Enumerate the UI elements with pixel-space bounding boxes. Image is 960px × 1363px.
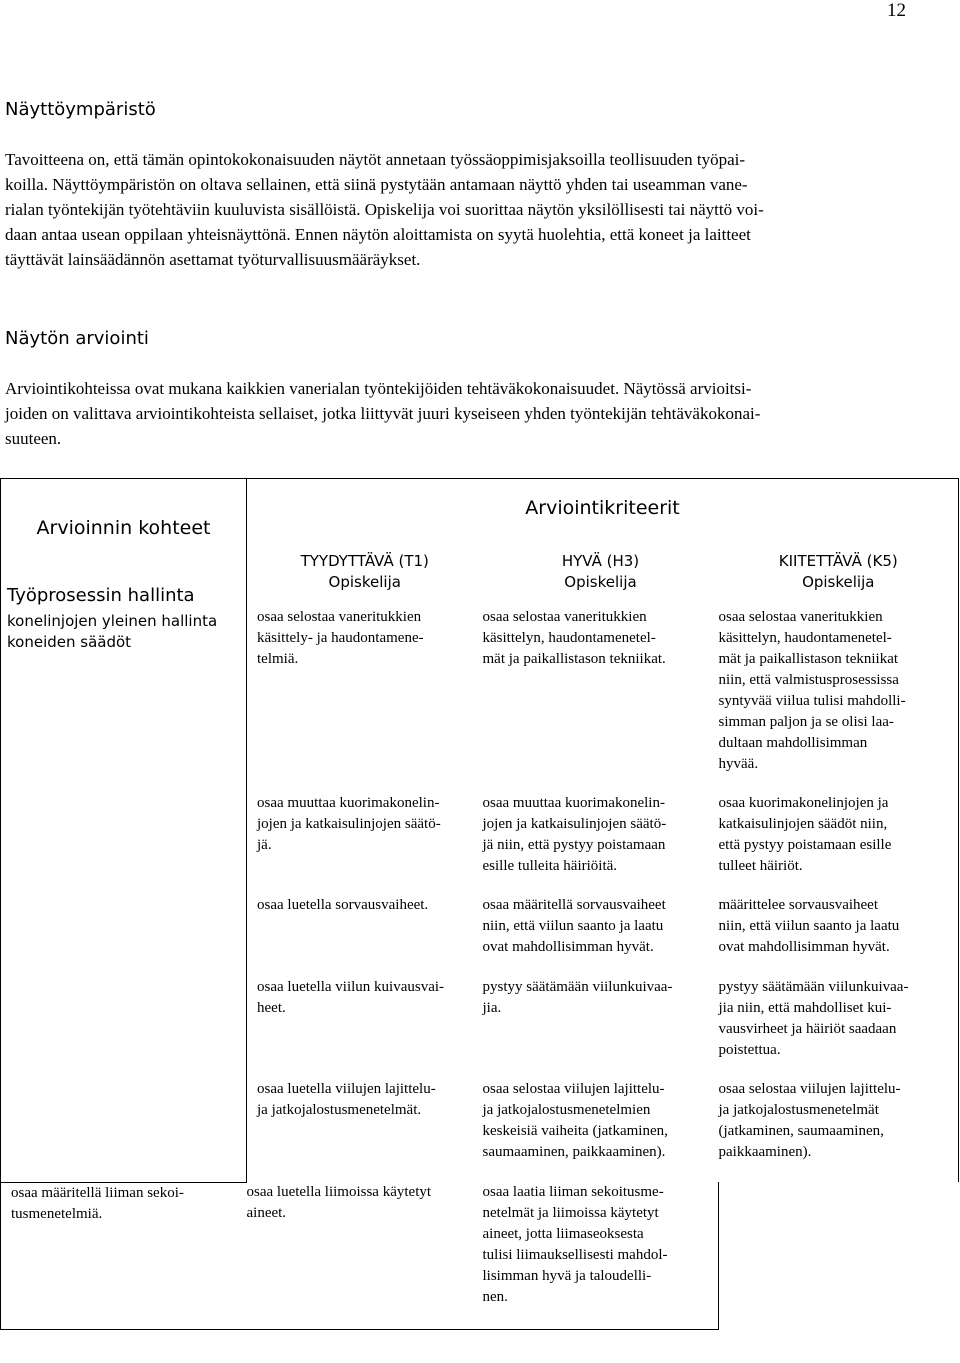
criteria-header-cell [247,479,959,552]
criteria-line: osaa selostaa vaneritukkien [482,609,647,625]
level-k5: KIITETTÄVÄ (K5) [719,551,959,572]
section-title-assessment: Näytön arviointi [5,328,149,349]
criteria-line: jä niin, että pystyy poistamaan [482,837,666,853]
criteria-line: osaa selostaa vaneritukkien [257,609,422,625]
criteria-line: osaa luetella sorvausvaiheet. [257,897,429,913]
criteria-t1 [247,895,483,977]
criteria-line: niin, että valmistusprosessissa [718,672,899,688]
work-process-heading: Työprosessin hallinta [7,585,195,606]
criteria-line: niin, että viilun saanto ja laatu [482,918,664,934]
criteria-h3 [483,1079,719,1182]
criteria-line: jia. [482,1000,502,1016]
criteria-line: osaa muuttaa kuorimakonelin- [257,795,440,811]
criteria-t1 [1,1182,247,1329]
criteria-line: osaa luetella liimoissa käytetyt [246,1184,432,1200]
criteria-line: jia niin, että mahdolliset kui- [718,1000,892,1016]
criteria-line: saumaaminen, paikkaaminen). [482,1144,666,1160]
criteria-line: ovat mahdollisimman hyvät. [482,939,654,955]
criteria-line: hyvää. [718,756,759,772]
criteria-row [1,1182,959,1329]
criteria-h3 [483,793,719,895]
criteria-t1 [247,793,483,895]
criteria-line: osaa selostaa viilujen lajittelu- [482,1081,665,1097]
criteria-line: määrittelee sorvausvaiheet [718,897,879,913]
criteria-line: käsittely- ja haudontamene- [257,630,424,646]
criteria-line: tulleet häiriöt. [718,858,803,874]
criteria-line: keskeisiä vaiheita (jatkaminen, [482,1123,668,1139]
criteria-k5 [719,607,959,793]
criteria-line: nen. [482,1289,508,1305]
criteria-line: pystyy säätämään viilunkuivaa- [482,979,673,995]
criteria-line: telmiä. [257,651,299,667]
assessment-targets-column [1,479,247,1183]
criteria-k5 [719,977,959,1079]
criteria-line: aineet, jotta liimaseoksesta [482,1226,644,1242]
criteria-line: osaa kuorimakonelinjojen ja [718,795,889,811]
criteria-line: lisimman hyvä ja taloudelli- [482,1268,652,1284]
criteria-line: syntyvää viilua tulisi mahdolli- [718,693,906,709]
criteria-k5 [483,1182,719,1329]
assessment-item: koneiden säädöt [7,633,132,651]
criteria-line: käsittelyn, haudontamenetel- [482,630,656,646]
criteria-k5 [719,895,959,977]
criteria-line: osaa määritellä sorvausvaiheet [482,897,666,913]
assessment-criteria-table [0,478,959,1330]
criteria-line: osaa selostaa vaneritukkien [718,609,883,625]
criteria-line: ja jatkojalostusmenetelmät. [257,1102,422,1118]
criteria-line: osaa selostaa viilujen lajittelu- [718,1081,901,1097]
criteria-line: niin, että viilun saanto ja laatu [718,918,900,934]
text-line: Arviointikohteissa ovat mukana kaikkien vanerialan työntekijöiden tehtäväkokonaisuudet. Näytössä arvioitsi- [5,379,752,398]
text-line: täyttävät lainsäädännön asettamat työturvallisuusmääräykset. [5,250,421,269]
criteria-line: osaa laatia liiman sekoitusme- [482,1184,664,1200]
criteria-line: ovat mahdollisimman hyvät. [718,939,890,955]
criteria-line: aineet. [246,1205,287,1221]
criteria-header: Arviointikriteerit [525,497,680,519]
student-label: Opiskelija [719,572,959,607]
criteria-line: tusmenetelmiä. [11,1205,103,1222]
section-paragraph-environment [5,147,955,272]
criteria-line: osaa määritellä liiman sekoi- [11,1184,184,1201]
text-line: daan antaa usean oppilaan yhteisnäyttönä. Ennen näytön aloittamista on syytä huolehtia, että koneet ja laitteet [5,225,751,244]
criteria-line: heet. [257,1000,286,1016]
criteria-k5 [719,793,959,895]
text-line: Tavoitteena on, että tämän opintokokonaisuuden näytöt annetaan työssäoppimisjaksoilla teollisuuden työpai- [5,150,746,169]
criteria-line: esille tulleita häiriöitä. [482,858,618,874]
section-title-environment: Näyttöympäristö [5,99,156,120]
criteria-h3 [247,1182,483,1329]
assessment-targets-header: Arvioinnin kohteet [36,517,211,539]
text-line: koilla. Näyttöympäristön on oltava sellainen, että siinä pystytään antamaan näyttö yhden tai useamman vane- [5,175,748,194]
criteria-h3 [483,977,719,1079]
criteria-h3 [483,607,719,793]
criteria-line: dultaan mahdollisimman [718,735,868,751]
criteria-line: jojen ja katkaisulinjojen säätö- [257,816,441,832]
text-line: rialan työntekijän työtehtäviin kuuluvista sisällöistä. Opiskelija voi suorittaa näytön yksilöllisesti tai näyttö voi- [5,200,764,219]
student-label: Opiskelija [564,573,637,591]
criteria-t1 [247,607,483,793]
text-line: suuteen. [5,429,62,448]
criteria-line: vausvirheet ja häiriöt saadaan [718,1021,897,1037]
criteria-line: osaa muuttaa kuorimakonelin- [482,795,665,811]
criteria-line: poistettua. [718,1042,781,1058]
assessment-item: konelinjojen yleinen hallinta [7,612,218,630]
criteria-line: pystyy säätämään viilunkuivaa- [718,979,909,995]
criteria-line: käsittelyn, haudontamenetel- [718,630,892,646]
criteria-line: ja jatkojalostusmenetelmien [482,1102,651,1118]
criteria-line: paikkaaminen). [718,1144,812,1160]
criteria-line: mät ja paikallistason tekniikat [718,651,899,667]
criteria-line: ja jatkojalostusmenetelmät [718,1102,879,1118]
text-line: joiden on valittava arviointikohteista sellaiset, jotka liittyvät juuri kyseiseen yhden työntekijän tehtäväkokonai- [5,404,761,423]
criteria-line: osaa luetella viilun kuivausvai- [257,979,445,995]
page-number: 12 [887,0,906,21]
criteria-t1 [247,977,483,1079]
level-h3: HYVÄ (H3) [561,552,640,570]
student-label: Opiskelija [247,572,483,607]
criteria-line: mät ja paikallistason tekniikat. [482,651,666,667]
criteria-h3 [483,895,719,977]
criteria-line: jojen ja katkaisulinjojen säätö- [482,816,667,832]
criteria-t1 [247,1079,483,1182]
criteria-line: tulisi liimauksellisesti mahdol- [482,1247,668,1263]
criteria-line: että pystyy poistamaan esille [718,837,892,853]
level-t1: TYYDYTTÄVÄ (T1) [247,551,483,572]
criteria-line: simman paljon ja se olisi laa- [718,714,894,730]
criteria-k5 [719,1079,959,1182]
criteria-line: (jatkaminen, saumaaminen, [718,1123,884,1139]
criteria-line: katkaisulinjojen säädöt niin, [718,816,888,832]
section-paragraph-assessment [5,376,955,451]
criteria-line: netelmät ja liimoissa käytetyt [482,1205,659,1221]
criteria-line: jä. [257,837,272,853]
criteria-line: osaa luetella viilujen lajittelu- [257,1081,436,1097]
